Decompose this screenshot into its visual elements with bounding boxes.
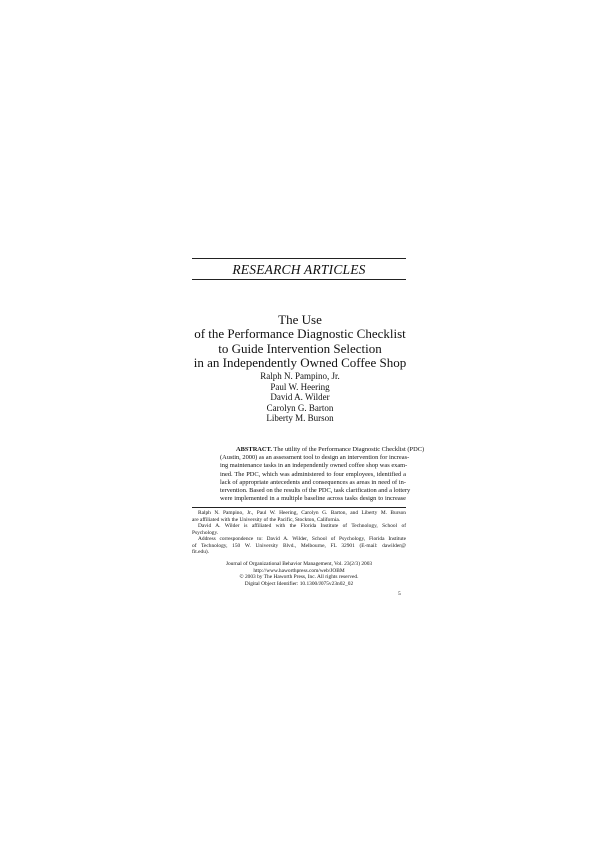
title-line: of the Performance Diagnostic Checklist (194, 326, 406, 342)
journal-url: http://www.haworthpress.com/web/JOBM (253, 567, 345, 574)
abstract-line: were implemented in a multiple baseline across tasks design to increase (220, 495, 406, 503)
title-line: The Use (278, 312, 322, 327)
title-line: to Guide Intervention Selection (218, 340, 382, 356)
author-name: Liberty M. Burson (266, 413, 334, 424)
journal-line: Journal of Organizational Behavior Management, Vol. 23(2/3) 2003 (225, 561, 373, 567)
author-name: David A. Wilder (270, 392, 330, 403)
copyright-line: © 2003 by The Haworth Press, Inc. All rights reserved. (239, 574, 359, 580)
section-rule-bottom (192, 279, 406, 280)
section-heading: RESEARCH ARTICLES (232, 262, 366, 277)
footnotes (192, 510, 406, 556)
journal-info (192, 561, 406, 587)
footnote-line: Address correspondence to: David A. Wilder, School of Psychology, Florida Institute (198, 536, 406, 542)
abstract-line: lack of appropriate antecedents and consequences as areas in need of in- (220, 478, 406, 486)
page-number: 5 (398, 591, 401, 597)
abstract-line: ing maintenance tasks in an independently owned coffee shop was exam- (220, 462, 408, 470)
footnote-line: David A. Wilder is affiliated with the Florida Institute of Technology, School of (198, 523, 406, 529)
title-line: in an Independently Owned Coffee Shop (193, 354, 407, 370)
abstract-line: tervention. Based on the results of the PDC, task clarification and a lottery (220, 487, 411, 495)
article-title (160, 313, 440, 370)
abstract-label: ABSTRACT. (236, 446, 272, 453)
author-name: Paul W. Heering (270, 381, 330, 392)
abstract-line: (Austin, 2000) as an assessment tool to design an intervention for increas- (220, 454, 410, 462)
footnote-line: fit.edu). (192, 549, 210, 555)
abstract-text: The utility of the Performance Diagnostic Checklist (PDC) (273, 446, 425, 453)
author-name: Ralph N. Pampino, Jr. (260, 371, 340, 381)
abstract-line (236, 446, 425, 454)
section-rule-top (192, 258, 406, 259)
footnote-line: Psychology. (192, 529, 219, 536)
abstract-line: ined. The PDC, which was administered to four employees, identified a (220, 470, 406, 478)
abstract (220, 446, 425, 503)
footnote-line: Ralph N. Pampino, Jr., Paul W. Heering, Carolyn G. Barton, and Liberty M. Burson (198, 510, 406, 516)
author-name: Carolyn G. Barton (266, 402, 334, 413)
footnote-line: are affiliated with the University of the Pacific, Stockton, California. (192, 516, 341, 523)
author-list (200, 371, 400, 424)
footnote-line: of Technology, 150 W. University Blvd., Melbourne, FL 32901 (E-mail: dawilder@ (192, 542, 406, 549)
doi-line: Digital Object Identifier: 10.1300/J075v23n02_02 (244, 580, 354, 587)
footnote-rule (192, 507, 406, 508)
